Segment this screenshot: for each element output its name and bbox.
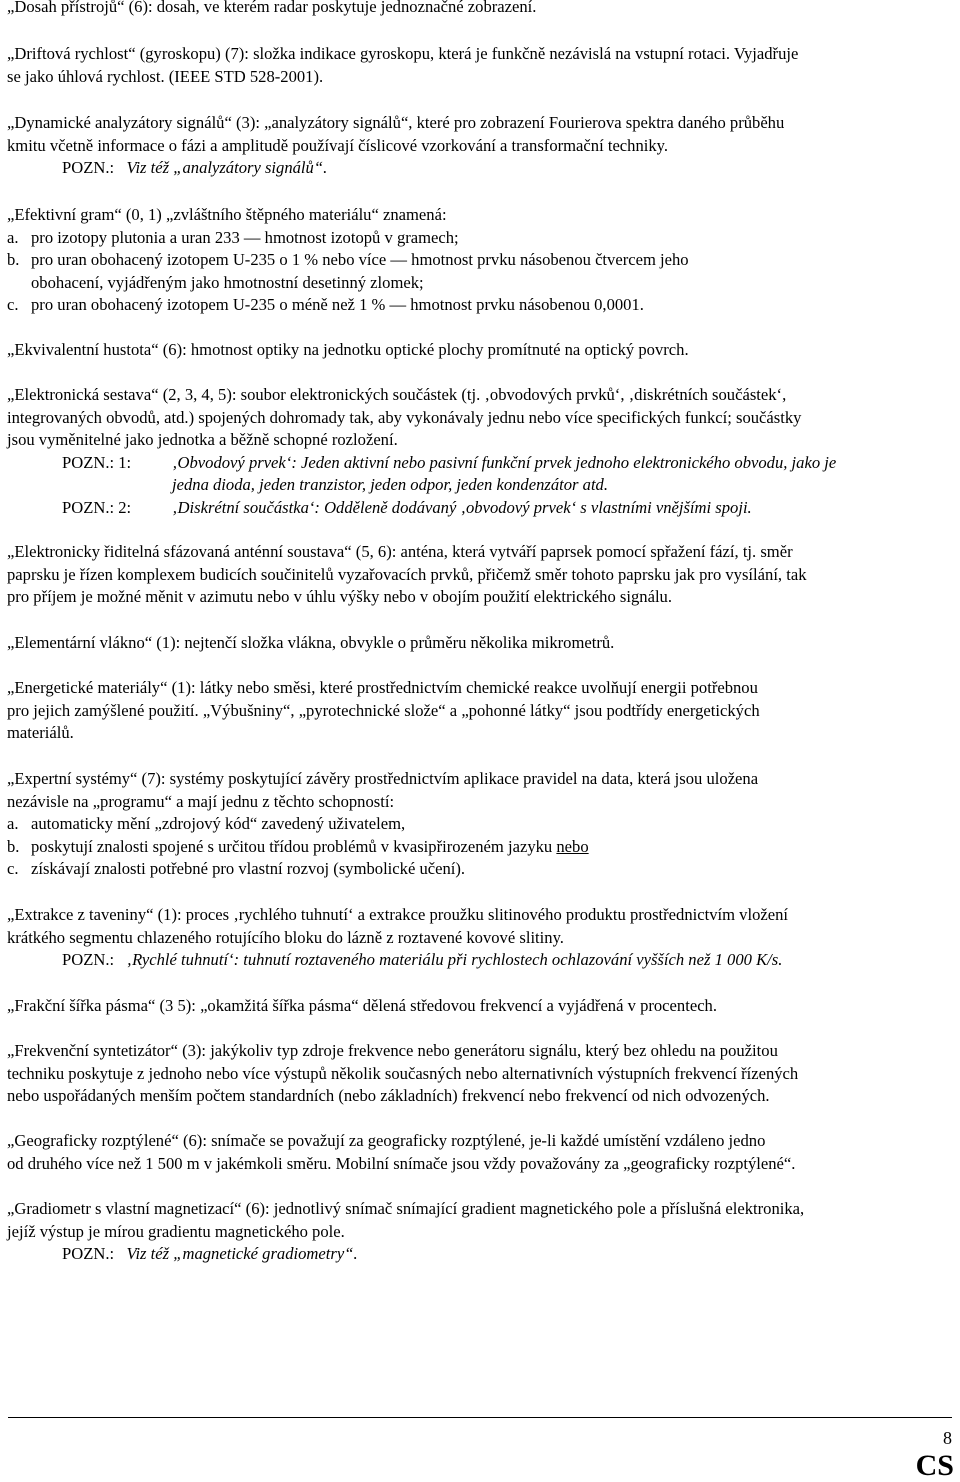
entry-text: krátkého segmentu chlazeného rotujícího bloku do lázně z roztavené kovové slitiny. <box>7 927 564 947</box>
entry-text: „Dosah přístrojů“ (6): dosah, ve kterém radar poskytuje jednoznačné zobrazení. <box>7 0 537 16</box>
entry-text: paprsku je řízen komplexem budicích součinitelů vyzařovacích prvků, přičemž směr tohoto paprsku jak pro vysílání, tak <box>7 564 807 584</box>
note-text: Viz též „analyzátory signálů“. <box>126 158 328 178</box>
entry-text: „Expertní systémy“ (7): systémy poskytující závěry prostřednictvím aplikace pravidel na data, která jsou uložena <box>7 769 759 788</box>
list-text: pro izotopy plutonia a uran 233 — hmotnost izotopů v gramech; <box>31 227 459 247</box>
entry-text: materiálů. <box>7 723 74 743</box>
entry-text: „Driftová rychlost“ (gyroskopu) (7): složka indikace gyroskopu, která je funkčně nezávislá na vstupní rotaci. Vyjadřuje <box>7 44 799 63</box>
note-label: POZN.: <box>62 1244 115 1264</box>
list-text <box>31 836 953 859</box>
list-item <box>7 836 953 859</box>
entry-text: „Geograficky rozptýlené“ (6): snímače se považují za geograficky rozptýlené, je-li každé umístění vzdáleno jedno <box>7 1131 766 1150</box>
definition-entry <box>7 541 953 609</box>
entry-text: pro příjem je možné měnit v azimutu nebo v úhlu výšky nebo v obojím použití elektrického signálu. <box>7 587 672 607</box>
entry-text: „Efektivní gram“ (0, 1) „zvláštního štěpného materiálu“ znamená: <box>7 205 447 224</box>
note-text: Viz též „magnetické gradiometry“. <box>126 1244 358 1264</box>
entry-text: se jako úhlová rychlost. (IEEE STD 528-2001). <box>7 66 324 86</box>
definition-entry <box>7 204 953 317</box>
page-number: 8 <box>943 1428 952 1448</box>
note-label: POZN.: <box>62 158 115 178</box>
footer-divider <box>8 1417 952 1418</box>
definition-entry <box>7 677 953 745</box>
entry-text: jejíž výstup je mírou gradientu magnetického pole. <box>7 1221 345 1241</box>
entry-text: „Gradiometr s vlastní magnetizací“ (6): jednotlivý snímač snímající gradient magnetického pole a příslušná elektronika, <box>7 1199 805 1218</box>
note-text: ‚Obvodový prvek‘: Jeden aktivní nebo pasivní funkční prvek jednoho elektronického obvodu, jako je <box>172 452 837 472</box>
entry-text: pro jejich zamýšlené použití. „Výbušniny“, „pyrotechnické slože“ a „pohonné látky“ jsou podtřídy energetických <box>7 700 760 720</box>
entry-text: „Elektronicky řiditelná sfázovaná anténní soustava“ (5, 6): anténa, která vytváří paprsek pomocí spřažení fází, tj. směr <box>7 542 793 561</box>
list-item <box>7 294 953 317</box>
definition-entry <box>7 768 953 881</box>
definition-entry <box>7 112 953 180</box>
entry-text: „Frakční šířka pásma“ (3 5): „okamžitá šířka pásma“ dělená středovou frekvencí a vyjádřená v procentech. <box>7 996 717 1015</box>
definition-entry <box>7 1198 953 1266</box>
entry-text: „Elementární vlákno“ (1): nejtenčí složka vlákna, obvykle o průměru několika mikrometrů. <box>7 633 615 652</box>
definition-entry <box>7 1040 953 1108</box>
underlined-word: nebo <box>556 836 589 856</box>
list-item <box>7 858 953 881</box>
list-marker: c. <box>7 295 19 315</box>
list-marker: c. <box>7 859 19 879</box>
note-text: ‚Rychlé tuhnutí‘: tuhnutí roztaveného materiálu při rychlostech ochlazování vyšších než 1 000 K/s. <box>126 950 783 970</box>
list-item <box>7 813 953 836</box>
note-text: jedna dioda, jeden tranzistor, jeden odpor, jeden kondenzátor atd. <box>172 475 609 495</box>
entry-text: „Dynamické analyzátory signálů“ (3): „analyzátory signálů“, které pro zobrazení Fourierova spektra daného průběhu <box>7 113 785 132</box>
definition-entry <box>7 0 953 19</box>
note <box>7 497 953 520</box>
note <box>7 949 953 972</box>
note <box>7 452 953 497</box>
entry-text: „Ekvivalentní hustota“ (6): hmotnost optiky na jednotku optické plochy promítnuté na optický povrch. <box>7 340 689 359</box>
entry-text: nebo uspořádaných menším počtem standardních (nebo základních) frekvencí nebo frekvencí od nich odvozených. <box>7 1086 770 1106</box>
entry-text: integrovaných obvodů, atd.) spojených dohromady tak, aby vykonávaly jednu nebo více specifických funkcí; součástky <box>7 407 802 427</box>
definition-entry <box>7 632 953 655</box>
language-code: CS <box>915 1449 954 1482</box>
definition-entry <box>7 384 953 520</box>
list-marker: a. <box>7 227 19 247</box>
note <box>7 157 953 180</box>
definition-entry <box>7 339 953 362</box>
list-marker: b. <box>7 836 20 856</box>
entry-text: „Energetické materiály“ (1): látky nebo směsi, které prostřednictvím chemické reakce uvolňují energii potřebnou <box>7 678 758 697</box>
list-text-part: poskytují znalosti spojené s určitou třídou problémů v kvasipřirozeném jazyku <box>31 836 553 856</box>
list-marker: b. <box>7 250 20 270</box>
note-label: POZN.: <box>62 950 115 970</box>
list-text: automaticky mění „zdrojový kód“ zavedený uživatelem, <box>31 814 406 834</box>
entry-text: „Frekvenční syntetizátor“ (3): jakýkoliv typ zdroje frekvence nebo generátoru signálu, který bez ohledu na použitou <box>7 1041 778 1060</box>
entry-text: od druhého více než 1 500 m v jakémkoli směru. Mobilní snímače jsou vždy považovány za „geograficky rozptýlené“. <box>7 1153 796 1173</box>
entry-text: „Extrakce z taveniny“ (1): proces ‚rychlého tuhnutí‘ a extrakce proužku slitinového produktu prostřednictvím vložení <box>7 905 789 924</box>
entry-text: kmitu včetně informace o fázi a amplitudě používají číslicové vzorkování a transformační techniky. <box>7 135 669 155</box>
list-text: získávají znalosti potřebné pro vlastní rozvoj (symbolické učení). <box>31 859 466 879</box>
list-text: obohacení, vyjádřeným jako hmotnostní desetinný zlomek; <box>31 272 424 292</box>
note-text: ‚Diskrétní součástka‘: Odděleně dodávaný ‚obvodový prvek‘ s vlastními vnějšími spoji. <box>172 497 752 517</box>
list-text: pro uran obohacený izotopem U-235 o 1 % nebo více — hmotnost prvku násobenou čtvercem jeho <box>31 250 689 270</box>
note-label: POZN.: 1: <box>62 452 132 472</box>
entry-text: jsou vyměnitelné jako jednotka a běžně schopné rozložení. <box>7 430 398 450</box>
note <box>7 1243 953 1266</box>
note-label: POZN.: 2: <box>62 497 132 517</box>
entry-text: nezávisle na „programu“ a mají jednu z těchto schopností: <box>7 791 395 811</box>
list-item <box>7 249 953 294</box>
entry-text: „Elektronická sestava“ (2, 3, 4, 5): soubor elektronických součástek (tj. ‚obvodových prvků‘, ‚diskrétních součástek‘, <box>7 385 787 404</box>
list-item <box>7 227 953 250</box>
list-text: pro uran obohacený izotopem U-235 o méně než 1 % — hmotnost prvku násobenou 0,0001. <box>31 295 644 315</box>
definition-entry <box>7 1130 953 1175</box>
definition-entry <box>7 43 953 88</box>
definition-entry <box>7 904 953 972</box>
list-marker: a. <box>7 814 19 834</box>
entry-text: techniku poskytuje z jednoho nebo více výstupů několik současných nebo alternativních výstupních frekvencí řízených <box>7 1063 799 1083</box>
definition-entry <box>7 995 953 1018</box>
